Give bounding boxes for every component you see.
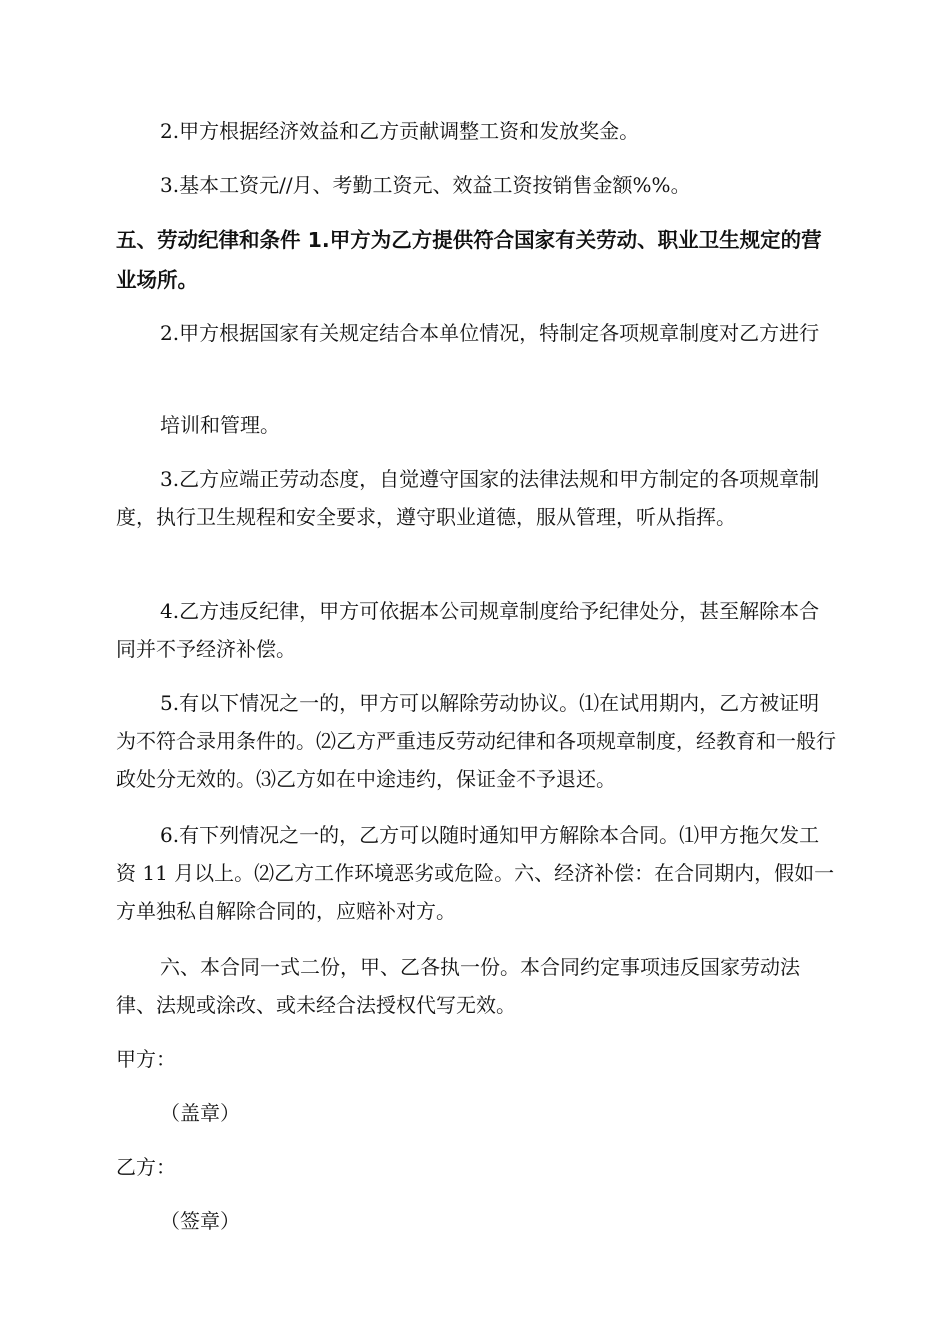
paragraph-rules-regulations: 2.甲方根据国家有关规定结合本单位情况，特制定各项规章制度对乙方进行 [160, 321, 820, 345]
party-a-label: 甲方： [116, 1047, 176, 1071]
paragraph-termination-by-a: 5.有以下情况之一的，甲方可以解除劳动协议。⑴在试用期内，乙方被证明为不符合录用条件的。⑵乙方严重违反劳动纪律和各项规章制度，经教育和一般行政处分无效的。⑶乙方如在中途违约，保证金不予退还。 [116, 691, 836, 791]
party-a-stamp: （盖章） [160, 1101, 240, 1125]
paragraph-discipline-violation: 4.乙方违反纪律，甲方可依据本公司规章制度给予纪律处分，甚至解除本合同并不予经济补偿。 [116, 599, 820, 661]
party-b-label: 乙方： [116, 1155, 176, 1179]
section-heading-labor-discipline: 五、劳动纪律和条件 1.甲方为乙方提供符合国家有关劳动、职业卫生规定的营业场所。 [116, 228, 822, 292]
paragraph-attitude: 3.乙方应端正劳动态度，自觉遵守国家的法律法规和甲方制定的各项规章制度，执行卫生规程和安全要求，遵守职业道德，服从管理，听从指挥。 [116, 467, 820, 529]
party-b-stamp: （签章） [160, 1209, 240, 1233]
paragraph-salary-adjustment: 2.甲方根据经济效益和乙方贡献调整工资和发放奖金。 [160, 119, 640, 143]
paragraph-basic-wage: 3.基本工资元//月、考勤工资元、效益工资按销售金额%%。 [160, 173, 691, 197]
paragraph-training: 培训和管理。 [160, 413, 280, 437]
paragraph-termination-by-b: 6.有下列情况之一的，乙方可以随时通知甲方解除本合同。⑴甲方拖欠发工资 11 月以上。⑵乙方工作环境恶劣或危险。六、经济补偿：在合同期内，假如一方单独私自解除合同的，应赔补对方。 [116, 823, 835, 923]
paragraph-copies: 六、本合同一式二份，甲、乙各执一份。本合同约定事项违反国家劳动法律、法规或涂改、或未经合法授权代写无效。 [116, 955, 800, 1017]
